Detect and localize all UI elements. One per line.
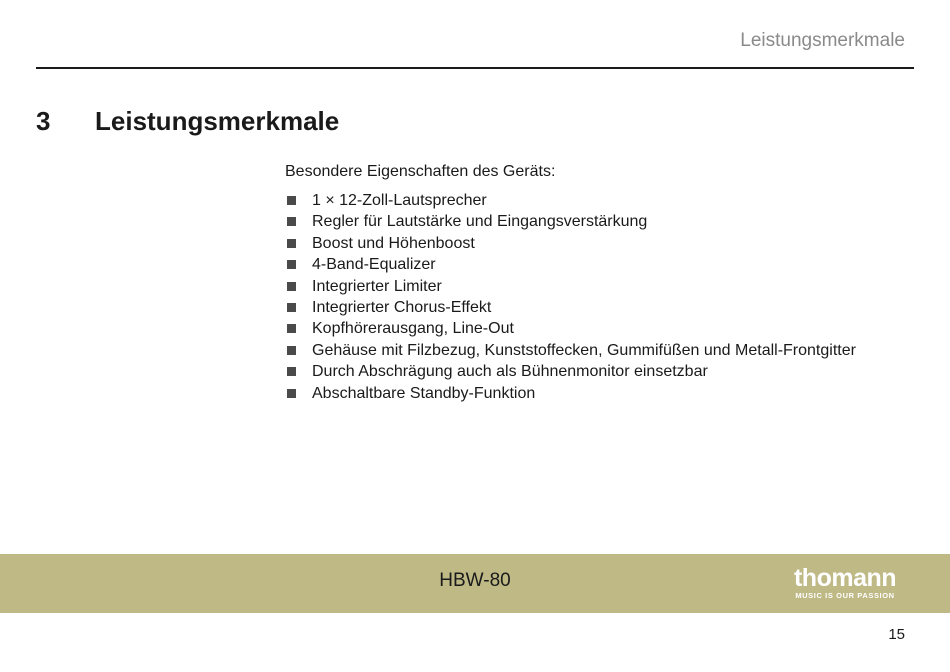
list-item [285, 383, 856, 404]
list-item-text: Kopfhörerausgang, Line-Out [312, 320, 514, 338]
square-bullet-icon [287, 260, 296, 269]
section-title: Leistungsmerkmale [95, 106, 340, 136]
list-item-text: Durch Abschrägung auch als Bühnenmonitor einsetzbar [312, 363, 708, 381]
list-item-text: Regler für Lautstärke und Eingangsverstärkung [312, 213, 648, 231]
square-bullet-icon [287, 239, 296, 248]
list-item-text: Abschaltbare Standby-Funktion [312, 384, 536, 402]
square-bullet-icon [287, 389, 296, 398]
running-header: Leistungsmerkmale [740, 30, 905, 51]
list-item-text: Boost und Höhenboost [312, 234, 475, 252]
list-item-text: Gehäuse mit Filzbezug, Kunststoffecken, Gummifüßen und Metall-Frontgitter [312, 341, 856, 359]
square-bullet-icon [287, 196, 296, 205]
feature-list [285, 190, 856, 404]
square-bullet-icon [287, 282, 296, 291]
list-item [285, 361, 856, 382]
square-bullet-icon [287, 324, 296, 333]
model-name: HBW-80 [439, 570, 511, 591]
logo-wordmark: thomann [793, 564, 897, 592]
header-rule [36, 67, 914, 69]
list-item-text: 4-Band-Equalizer [312, 256, 436, 274]
square-bullet-icon [287, 217, 296, 226]
list-item [285, 276, 856, 297]
section-heading [36, 106, 339, 137]
list-item-text: Integrierter Chorus-Effekt [312, 298, 492, 316]
page-number: 15 [888, 626, 905, 643]
list-item [285, 254, 856, 275]
list-item [285, 233, 856, 254]
list-item [285, 340, 856, 361]
footer-band [0, 554, 950, 613]
intro-text: Besondere Eigenschaften des Geräts: [285, 163, 556, 180]
square-bullet-icon [287, 346, 296, 355]
list-item [285, 211, 856, 232]
square-bullet-icon [287, 367, 296, 376]
list-item [285, 190, 856, 211]
list-item-text: Integrierter Limiter [312, 277, 442, 295]
logo-tagline: MUSIC IS OUR PASSION [795, 591, 895, 600]
list-item [285, 318, 856, 339]
square-bullet-icon [287, 303, 296, 312]
list-item [285, 297, 856, 318]
thomann-logo [785, 566, 905, 601]
section-number: 3 [36, 106, 51, 136]
list-item-text: 1 × 12-Zoll-Lautsprecher [312, 192, 487, 209]
